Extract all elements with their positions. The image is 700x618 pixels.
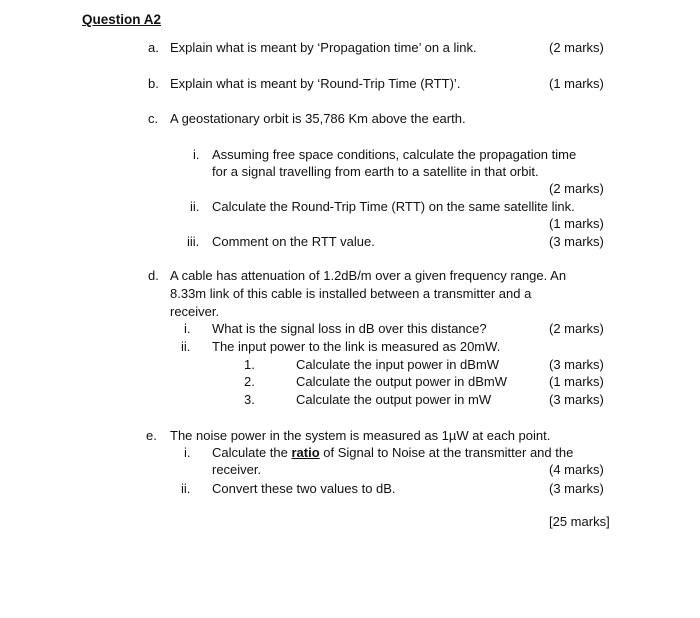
item-b-marks: (1 marks) — [549, 76, 604, 91]
item-d-ii-3-label: 3. — [244, 392, 255, 407]
item-d-ii-label: ii. — [181, 339, 191, 354]
item-e-i-ratio: ratio — [291, 445, 320, 460]
item-d-ii-1-marks: (3 marks) — [549, 357, 604, 372]
item-d-ii-3-text: Calculate the output power in mW — [296, 392, 492, 407]
item-c-ii-text: Calculate the Round-Trip Time (RTT) on the same satellite link. — [212, 199, 575, 214]
item-c-label: c. — [148, 111, 159, 126]
item-d-ii-text: The input power to the link is measured as 20mW. — [212, 339, 501, 354]
item-c-i-label: i. — [193, 147, 200, 162]
item-a-text: Explain what is meant by ‘Propagation time’ on a link. — [170, 40, 477, 55]
item-d-line1: A cable has attenuation of 1.2dB/m over a given frequency range. An — [170, 268, 567, 283]
item-e-label: e. — [146, 428, 157, 443]
total-marks: [25 marks] — [549, 514, 610, 529]
item-c-ii-label: ii. — [190, 199, 200, 214]
item-d-i-marks: (2 marks) — [549, 321, 604, 336]
item-b-text: Explain what is meant by ‘Round-Trip Time (RTT)’. — [170, 76, 461, 91]
question-title: Question A2 — [82, 12, 162, 27]
item-d-ii-2-marks: (1 marks) — [549, 374, 604, 389]
item-e-ii-text: Convert these two values to dB. — [212, 481, 396, 496]
item-c-i-marks: (2 marks) — [549, 181, 604, 196]
item-c-text: A geostationary orbit is 35,786 Km above the earth. — [170, 111, 466, 126]
item-d-label: d. — [148, 268, 159, 283]
item-d-line3: receiver. — [170, 304, 220, 319]
item-d-i-text: What is the signal loss in dB over this distance? — [212, 321, 487, 336]
item-a-label: a. — [148, 40, 159, 55]
item-e-i-label: i. — [184, 445, 191, 460]
item-a-marks: (2 marks) — [549, 40, 604, 55]
item-c-iii-marks: (3 marks) — [549, 234, 604, 249]
item-c-ii-marks: (1 marks) — [549, 216, 604, 231]
item-c-iii-text: Comment on the RTT value. — [212, 234, 375, 249]
item-e-i-marks: (4 marks) — [549, 462, 604, 477]
item-b-label: b. — [148, 76, 159, 91]
item-d-ii-2-label: 2. — [244, 374, 255, 389]
item-c-iii-label: iii. — [187, 234, 200, 249]
item-c-i-line1: Assuming free space conditions, calculate the propagation time — [212, 147, 577, 162]
item-e-i-post: of Signal to Noise at the transmitter and the — [319, 445, 574, 460]
item-e-ii-label: ii. — [181, 481, 191, 496]
item-e-i-line1 — [212, 445, 573, 461]
item-d-line2: 8.33m link of this cable is installed between a transmitter and a — [170, 286, 532, 301]
item-d-ii-3-marks: (3 marks) — [549, 392, 604, 407]
item-d-ii-1-text: Calculate the input power in dBmW — [296, 357, 500, 372]
item-e-text: The noise power in the system is measured as 1µW at each point. — [170, 428, 551, 443]
item-d-i-label: i. — [184, 321, 191, 336]
item-e-i-line2: receiver. — [212, 462, 262, 477]
item-d-ii-2-text: Calculate the output power in dBmW — [296, 374, 507, 389]
item-c-i-line2: for a signal travelling from earth to a satellite in that orbit. — [212, 164, 539, 179]
item-e-ii-marks: (3 marks) — [549, 481, 604, 496]
item-e-i-pre: Calculate the — [212, 445, 292, 460]
item-d-ii-1-label: 1. — [244, 357, 255, 372]
